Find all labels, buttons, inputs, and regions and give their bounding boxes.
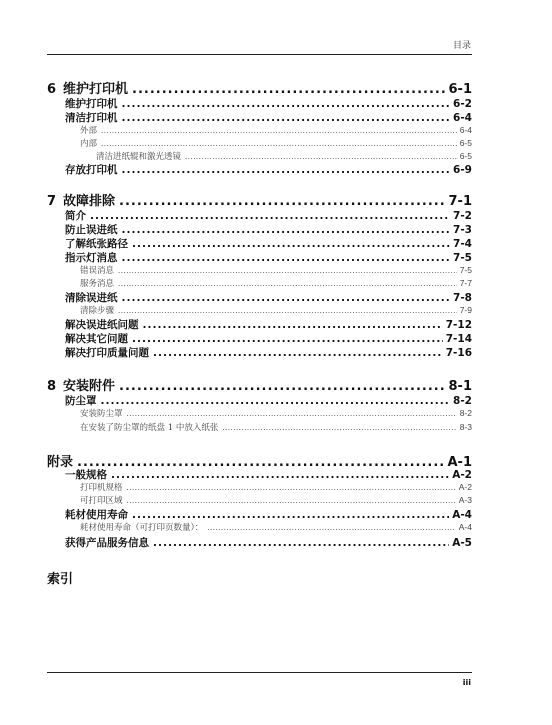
page-ref: 7-4 <box>453 238 472 250</box>
toc-section[interactable] <box>65 208 472 223</box>
appendix-title: 附录 <box>47 455 74 470</box>
leader-dots <box>153 347 443 359</box>
subsection-title: 耗材使用寿命（可打印页数量）： <box>80 523 204 533</box>
chapter-number: 6 <box>47 82 57 97</box>
subsection-title: 错误消息 <box>80 266 115 276</box>
section-title: 获得产品服务信息 <box>65 537 149 549</box>
toc-section[interactable] <box>65 467 472 482</box>
leader-dots <box>101 395 451 407</box>
page-ref: A-4 <box>452 509 472 521</box>
index-title: 索引 <box>47 572 74 587</box>
section-title: 防止误进纸 <box>65 224 118 236</box>
leader-dots <box>122 252 451 264</box>
leader-dots <box>122 224 451 236</box>
toc-section[interactable] <box>65 250 472 265</box>
leader-dots <box>185 153 457 161</box>
running-header: 目录 <box>452 41 471 51</box>
leader-dots <box>119 379 445 394</box>
toc-subsection[interactable] <box>80 521 472 533</box>
subsection-title: 可打印区域 <box>80 496 123 506</box>
toc-section[interactable] <box>65 290 472 305</box>
section-title: 解决误进纸问题 <box>65 319 139 331</box>
page-ref: 7-5 <box>459 265 472 275</box>
leader-dots <box>127 484 456 492</box>
leader-dots <box>101 140 457 148</box>
page-ref: 6-1 <box>448 82 472 97</box>
page-ref: 8-2 <box>459 408 472 418</box>
page-ref: 6-9 <box>453 164 472 176</box>
section-title: 解决其它问题 <box>65 333 128 345</box>
toc-subsection[interactable] <box>80 277 472 289</box>
toc-chapter-7[interactable] <box>47 190 472 209</box>
toc-subsubsection[interactable] <box>96 150 472 162</box>
leader-dots <box>222 424 456 432</box>
page-ref: 7-2 <box>453 210 472 222</box>
leader-dots <box>207 524 456 532</box>
leader-dots <box>101 127 457 135</box>
section-title: 清洁打印机 <box>65 112 118 124</box>
page-ref: 6-2 <box>453 98 472 110</box>
section-title: 指示灯消息 <box>65 252 118 264</box>
page-ref: 6-5 <box>459 151 472 161</box>
page-number: iii <box>462 678 471 687</box>
page-ref: A-4 <box>458 522 472 532</box>
section-title: 维护打印机 <box>65 98 118 110</box>
section-title: 一般规格 <box>65 469 107 481</box>
leader-dots <box>153 537 449 549</box>
section-title: 了解纸张路径 <box>65 238 128 250</box>
toc-subsection[interactable] <box>80 124 472 136</box>
subsection-title: 内部 <box>80 139 98 149</box>
toc-section[interactable] <box>65 162 472 177</box>
toc-section[interactable] <box>65 222 472 237</box>
header-rule <box>47 54 472 55</box>
page-ref: 7-7 <box>459 278 472 288</box>
toc-subsection[interactable] <box>80 264 472 276</box>
leader-dots <box>132 82 445 97</box>
chapter-title: 安装附件 <box>63 379 116 394</box>
page-ref: A-2 <box>452 469 472 481</box>
toc-section[interactable] <box>65 345 472 360</box>
toc-subsection[interactable] <box>80 407 472 419</box>
chapter-title: 故障排除 <box>63 194 116 209</box>
chapter-number: 8 <box>47 379 57 394</box>
leader-dots <box>122 112 451 124</box>
leader-dots <box>132 333 443 345</box>
section-title: 清除误进纸 <box>65 292 118 304</box>
page-ref: A-5 <box>452 537 472 549</box>
toc-section[interactable] <box>65 110 472 125</box>
subsection-title: 服务消息 <box>80 279 115 289</box>
page-ref: 7-3 <box>453 224 472 236</box>
leader-dots <box>143 319 443 331</box>
page-ref: 7-1 <box>448 194 472 209</box>
page-ref: 7-14 <box>445 333 472 345</box>
section-title: 存放打印机 <box>65 164 118 176</box>
toc-subsection[interactable] <box>80 137 472 149</box>
toc-section[interactable] <box>65 393 472 408</box>
page-ref: 7-9 <box>459 305 472 315</box>
toc-section[interactable] <box>65 331 472 346</box>
chapter-number: 7 <box>47 194 57 209</box>
toc-subsection[interactable] <box>80 421 472 433</box>
subsection-title: 外部 <box>80 126 98 136</box>
page-ref: 7-16 <box>445 347 472 359</box>
subsection-title: 清除步骤 <box>80 306 115 316</box>
leader-dots <box>111 469 449 481</box>
leader-dots <box>118 307 457 315</box>
page-ref: 7-8 <box>453 292 472 304</box>
page-ref: 7-12 <box>445 319 472 331</box>
page-ref: 7-5 <box>453 252 472 264</box>
page-ref: 8-2 <box>453 395 472 407</box>
toc-section[interactable] <box>65 317 472 332</box>
section-title: 简介 <box>65 210 86 222</box>
toc-index[interactable] <box>47 568 75 587</box>
page-ref: 6-5 <box>459 138 472 148</box>
section-title: 防尘罩 <box>65 395 97 407</box>
page-ref: A-3 <box>458 495 472 505</box>
subsection-title: 打印机规格 <box>80 483 123 493</box>
toc-section[interactable] <box>65 507 472 522</box>
leader-dots <box>132 509 449 521</box>
page-ref: 8-3 <box>459 422 472 432</box>
toc-section[interactable] <box>65 96 472 111</box>
leader-dots <box>118 267 457 275</box>
leader-dots <box>127 410 457 418</box>
leader-dots <box>122 292 451 304</box>
toc-subsection[interactable] <box>80 304 472 316</box>
leader-dots <box>122 98 451 110</box>
leader-dots <box>122 164 451 176</box>
toc-section[interactable] <box>65 236 472 251</box>
toc-subsection[interactable] <box>80 481 472 493</box>
toc-subsection[interactable] <box>80 494 472 506</box>
subsection-title: 安装防尘罩 <box>80 409 123 419</box>
page-ref: A-2 <box>458 482 472 492</box>
toc-chapter-6[interactable] <box>47 78 472 97</box>
page-ref: 8-1 <box>448 379 472 394</box>
leader-dots <box>119 194 445 209</box>
leader-dots <box>118 280 457 288</box>
page-ref: 6-4 <box>459 125 472 135</box>
leader-dots <box>127 497 456 505</box>
leader-dots <box>132 238 450 250</box>
subsubsection-title: 清洁进纸辊和激光透镜 <box>96 152 182 162</box>
section-title: 耗材使用寿命 <box>65 509 128 521</box>
section-title: 解决打印质量问题 <box>65 347 149 359</box>
page-ref: 6-4 <box>453 112 472 124</box>
toc-chapter-8[interactable] <box>47 375 472 394</box>
footer-rule <box>47 672 472 673</box>
page-ref: A-1 <box>447 455 472 470</box>
chapter-title: 维护打印机 <box>63 82 129 97</box>
subsection-title: 在安装了防尘罩的纸盘 1 中放入纸张 <box>80 423 219 433</box>
leader-dots <box>90 210 450 222</box>
toc-section[interactable] <box>65 535 472 550</box>
